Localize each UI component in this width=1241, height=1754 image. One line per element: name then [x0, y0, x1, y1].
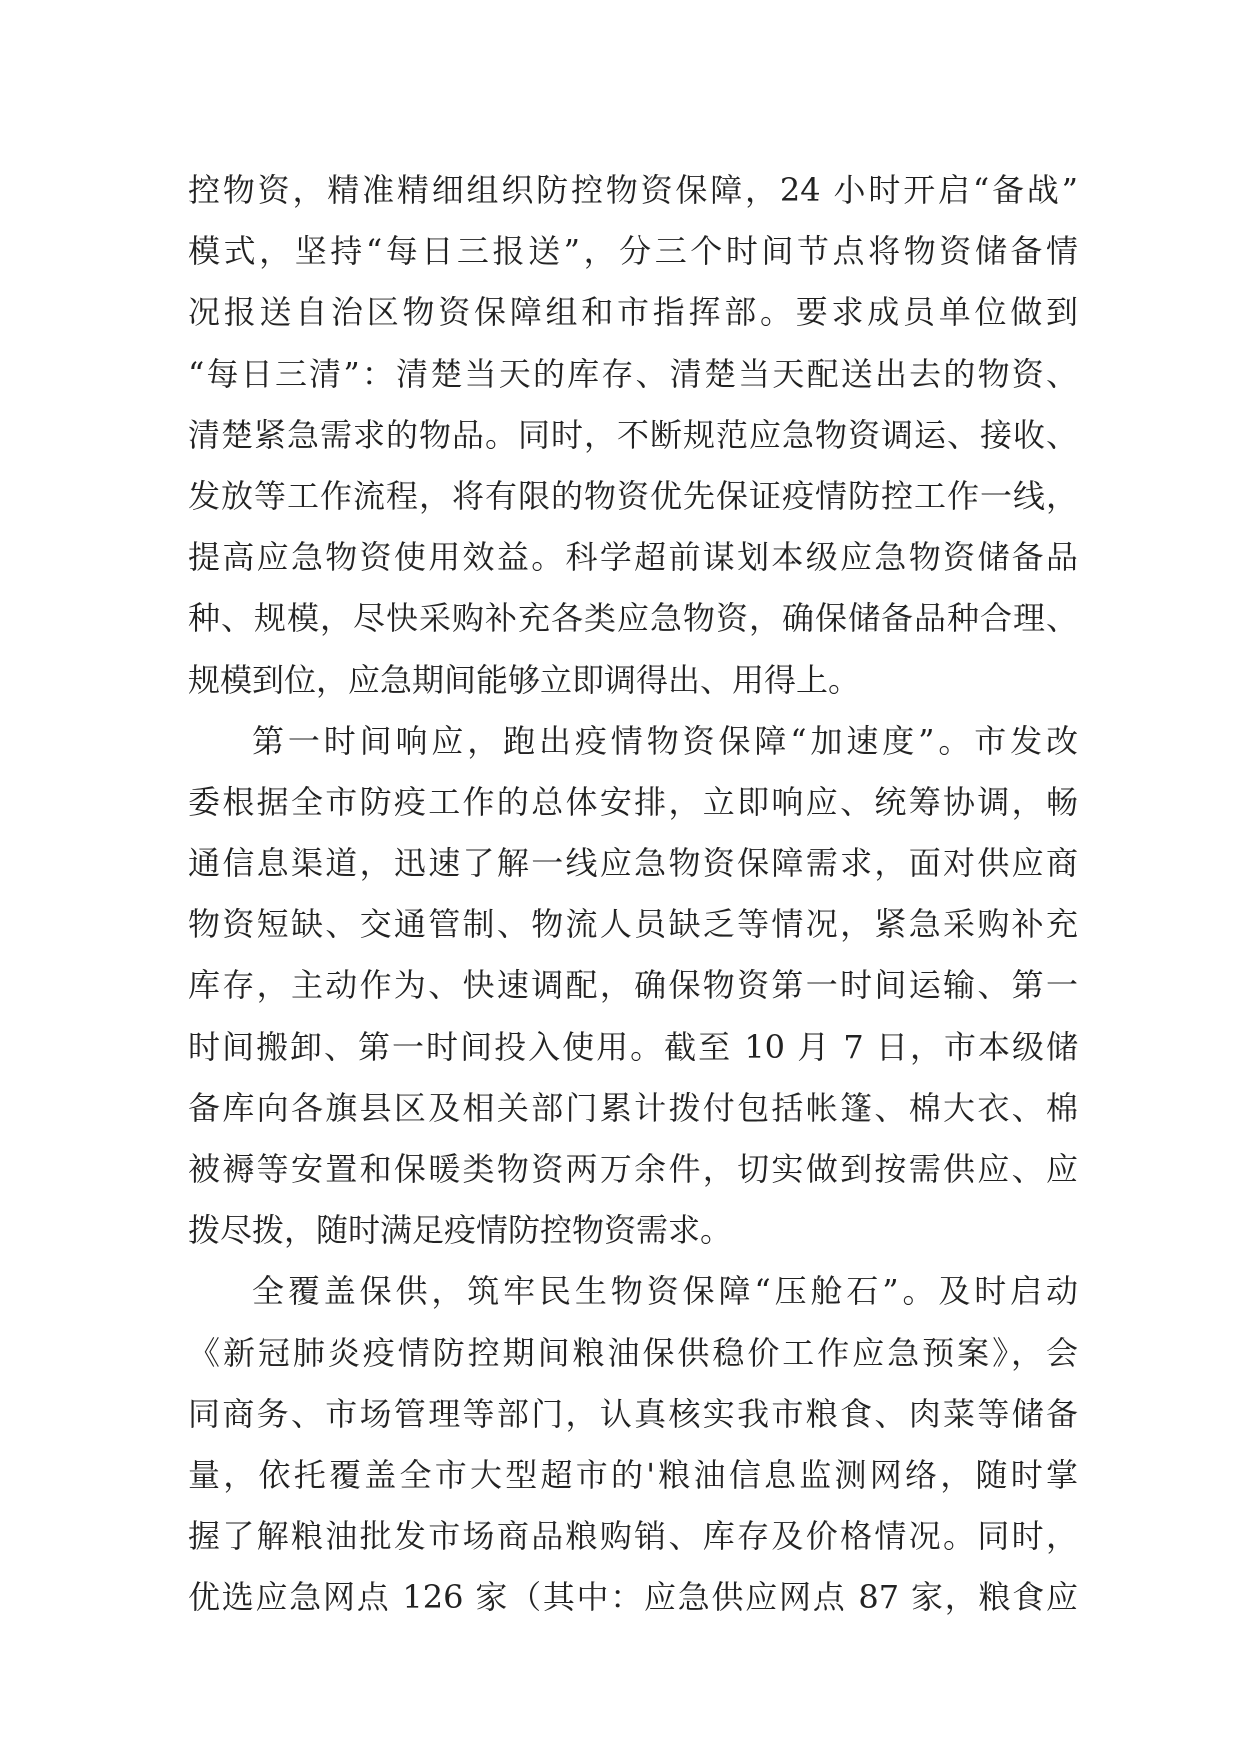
text-line: 种、规模，尽快采购补充各类应急物资，确保储备品种合理、: [188, 599, 1078, 638]
text-line: 提高应急物资使用效益。科学超前谋划本级应急物资储备品: [188, 538, 1078, 577]
text-line: 量，依托覆盖全市大型超市的'粮油信息监测网络，随时掌: [188, 1455, 1078, 1494]
text-line: 清楚紧急需求的物品。同时，不断规范应急物资调运、接收、: [188, 415, 1078, 454]
text-line: “每日三清”：清楚当天的库存、清楚当天配送出去的物资、: [188, 354, 1078, 393]
text-line: 第一时间响应，跑出疫情物资保障“加速度”。市发改: [252, 721, 1078, 760]
text-line: 拨尽拨，随时满足疫情防控物资需求。: [188, 1211, 733, 1250]
body-text: [188, 160, 1078, 1629]
text-line: 规模到位，应急期间能够立即调得出、用得上。: [188, 660, 861, 699]
text-line: 模式，坚持“每日三报送”，分三个时间节点将物资储备情: [188, 232, 1078, 271]
text-line: 握了解粮油批发市场商品粮购销、库存及价格情况。同时，: [188, 1517, 1078, 1556]
text-line: 况报送自治区物资保障组和市指挥部。要求成员单位做到: [188, 293, 1078, 332]
paragraph-3: [188, 1261, 1078, 1628]
text-line: 全覆盖保供，筑牢民生物资保障“压舱石”。及时启动: [252, 1272, 1078, 1311]
text-line: 被褥等安置和保暖类物资两万余件，切实做到按需供应、应: [188, 1150, 1078, 1188]
paragraph-1: [188, 160, 1078, 711]
text-line: 委根据全市防疫工作的总体安排，立即响应、统筹协调，畅: [188, 782, 1078, 821]
text-line: 物资短缺、交通管制、物流人员缺乏等情况，紧急采购补充: [188, 905, 1078, 944]
text-line: 控物资，精准精细组织防控物资保障，24 小时开启“备战”: [188, 171, 1078, 209]
paragraph-2: [188, 711, 1078, 1262]
text-line: 备库向各旗县区及相关部门累计拨付包括帐篷、棉大衣、棉: [188, 1088, 1078, 1127]
text-line: 优选应急网点 126 家（其中：应急供应网点 87 家，粮食应: [188, 1578, 1078, 1617]
text-line: 通信息渠道，迅速了解一线应急物资保障需求，面对供应商: [188, 844, 1078, 883]
text-line: 《新冠肺炎疫情防控期间粮油保供稳价工作应急预案》，会: [188, 1333, 1078, 1372]
text-line: 同商务、市场管理等部门，认真核实我市粮食、肉菜等储备: [188, 1394, 1078, 1433]
text-line: 时间搬卸、第一时间投入使用。截至 10 月 7 日，市本级储: [188, 1027, 1078, 1066]
text-line: 发放等工作流程，将有限的物资优先保证疫情防控工作一线，: [188, 476, 1078, 515]
text-line: 库存，主动作为、快速调配，确保物资第一时间运输、第一: [188, 966, 1078, 1005]
